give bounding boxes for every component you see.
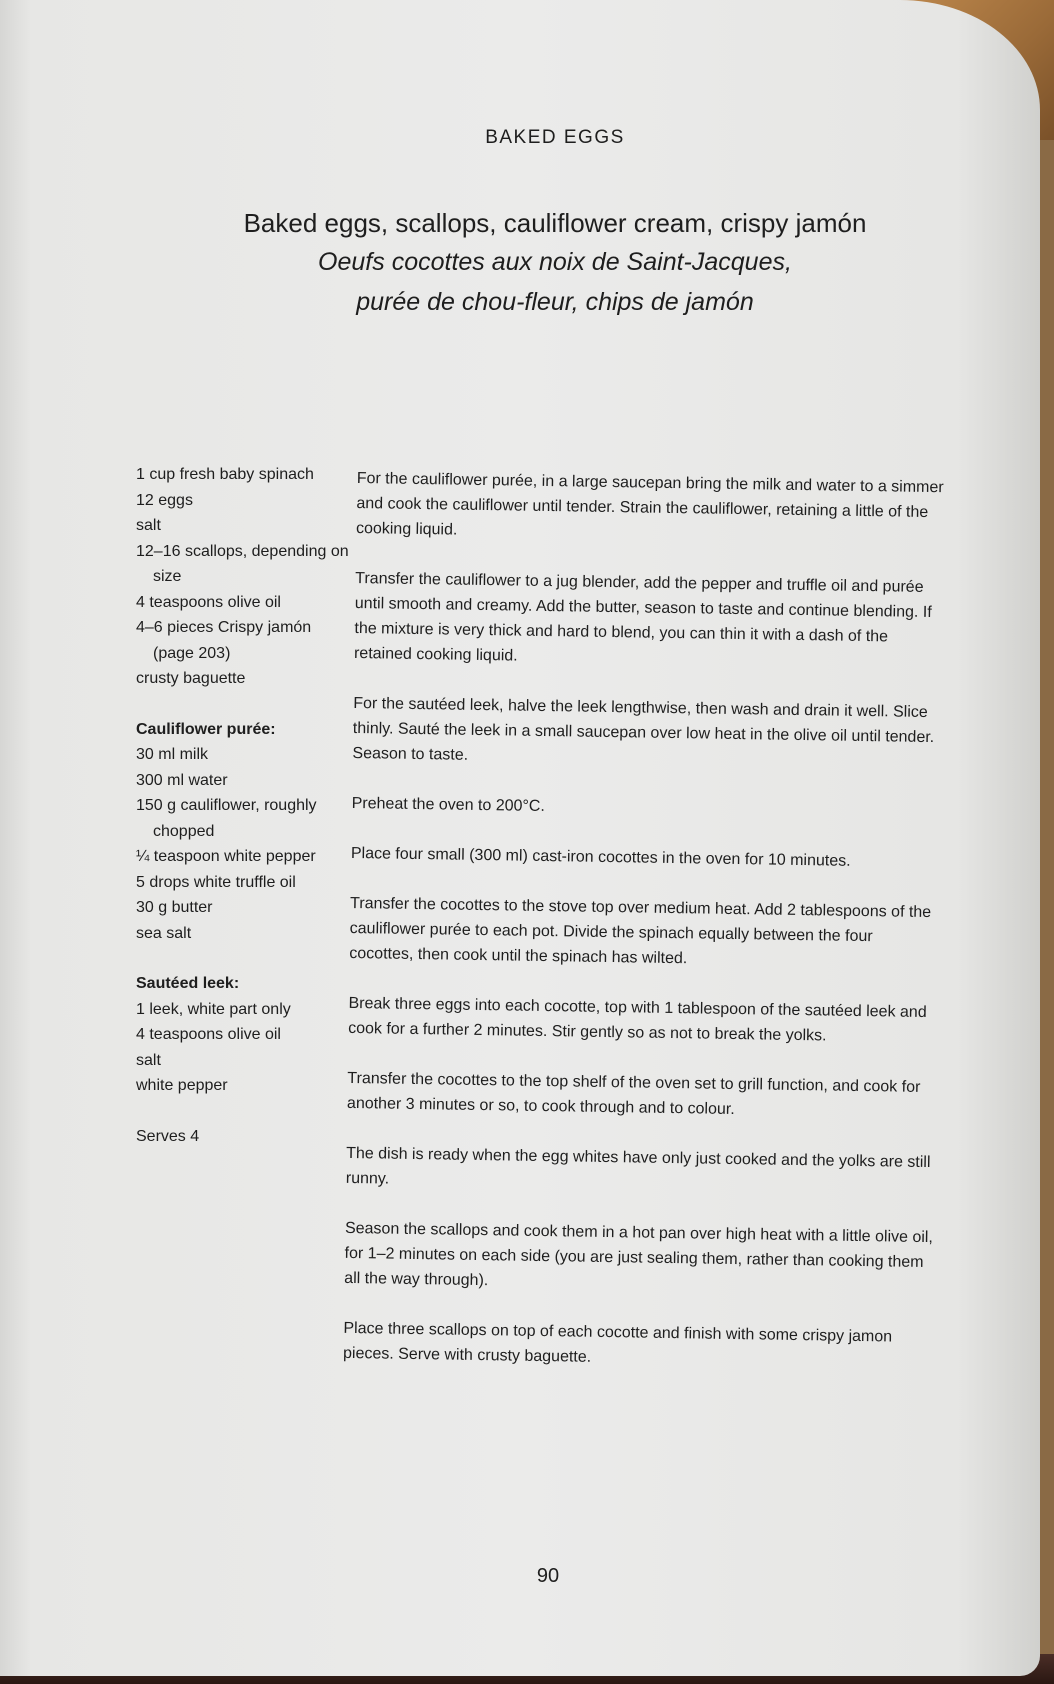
ingredient-item: 12 eggs bbox=[136, 491, 193, 509]
method-step: For the sautéed leek, halve the leek lengthwise, then wash and drain it well. Slice thinly. Sauté the leek in a small saucepan over low heat in the olive oil until tender. Season to taste. bbox=[352, 694, 935, 764]
recipe-title-french-line-2: purée de chou-fleur, chips de jamón bbox=[356, 288, 754, 316]
ingredient-item: 150 g cauliflower, roughly chopped bbox=[136, 797, 317, 840]
method-step: For the cauliflower purée, in a large saucepan bring the milk and water to a simmer and cook the cauliflower until tender. Strain the cauliflower, retaining a little of the cooking liquid. bbox=[355, 469, 944, 539]
ingredient-item: 5 drops white truffle oil bbox=[136, 873, 296, 891]
page-number: 90 bbox=[536, 1565, 560, 1587]
ingredient-item: 1 leek, white part only bbox=[136, 1000, 291, 1018]
running-head: BAKED EGGS bbox=[485, 127, 625, 148]
ingredient-item: 300 ml water bbox=[136, 771, 228, 789]
method-step: Place three scallops on top of each cocotte and finish with some crispy jamon pieces. Serve with crusty baguette. bbox=[342, 1319, 893, 1366]
recipe-title-block bbox=[0, 204, 1040, 322]
ingredient-item: salt bbox=[136, 517, 161, 534]
ingredient-item: salt bbox=[136, 1051, 161, 1069]
ingredient-item: 12–16 scallops, depending on size bbox=[136, 542, 349, 585]
ingredient-item: crusty baguette bbox=[136, 670, 246, 687]
ingredient-item: 4 teaspoons olive oil bbox=[136, 1026, 281, 1043]
ingredient-item: 1 cup fresh baby spinach bbox=[136, 466, 314, 483]
sauteed-leek-list bbox=[136, 997, 351, 1099]
cauliflower-puree-heading: Cauliflower purée: bbox=[136, 720, 276, 738]
method-step: The dish is ready when the egg whites have only just cooked and the yolks are still runny. bbox=[345, 1144, 931, 1188]
method-step: Transfer the cocottes to the top shelf of the oven set to grill function, and cook for another 3 minutes or so, to cook through and to colour. bbox=[346, 1069, 921, 1119]
ingredient-item: 30 ml milk bbox=[136, 746, 209, 763]
ingredient-item: white pepper bbox=[136, 1077, 228, 1094]
recipe-title-english: Baked eggs, scallops, cauliflower cream, crispy jamón bbox=[243, 208, 867, 238]
ingredients-list bbox=[136, 462, 351, 692]
method-step: Transfer the cauliflower to a jug blender, add the pepper and truffle oil and purée until smooth and creamy. Add the butter, season to taste and continue blending. If the mixture is very thick and hard to blend, you can thin it with a dash of the retained cooking liquid. bbox=[353, 569, 932, 665]
ingredient-item: 4–6 pieces Crispy jamón (page 203) bbox=[136, 619, 312, 662]
serves-note: Serves 4 bbox=[136, 1127, 200, 1145]
method-step: Preheat the oven to 200°C. bbox=[351, 794, 546, 815]
ingredient-item: 30 g butter bbox=[136, 899, 213, 916]
method-step: Transfer the cocottes to the stove top over medium heat. Add 2 tablespoons of the cauliflower purée to each pot. Divide the spinach equally between the four cocottes, then cook until the spinach has wilted. bbox=[349, 894, 932, 968]
method-step: Season the scallops and cook them in a hot pan over high heat with a little olive oil, for 1–2 minutes on each side (you are just sealing them, rather than cooking them all the way through). bbox=[344, 1219, 934, 1290]
cauliflower-puree-list bbox=[136, 742, 351, 946]
method-step: Place four small (300 ml) cast-iron cocottes in the oven for 10 minutes. bbox=[350, 844, 851, 870]
ingredients-column bbox=[136, 462, 351, 1149]
method-column bbox=[342, 466, 946, 1400]
method-step: Break three eggs into each cocotte, top with 1 tablespoon of the sautéed leek and cook for a further 2 minutes. Stir gently so as not to break the yolks. bbox=[348, 994, 927, 1045]
ingredient-item: 4 teaspoons olive oil bbox=[136, 593, 281, 611]
recipe-title-french-line-1: Oeufs cocottes aux noix de Saint-Jacques, bbox=[318, 248, 792, 276]
sauteed-leek-heading: Sautéed leek: bbox=[136, 975, 240, 992]
ingredient-item: ¼ teaspoon white pepper bbox=[136, 848, 316, 865]
ingredient-item: sea salt bbox=[136, 924, 192, 942]
